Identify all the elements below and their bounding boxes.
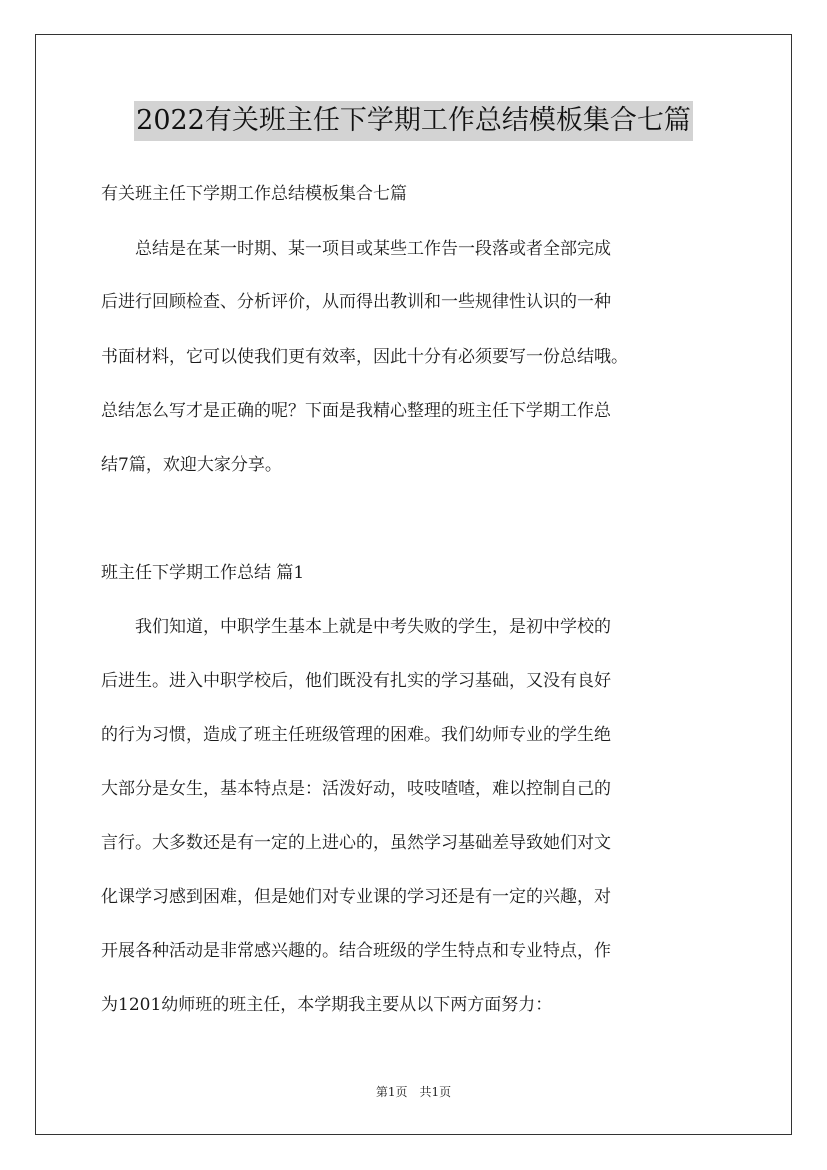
intro-line: 结7篇，欢迎大家分享。 (101, 455, 282, 475)
section-line: 化课学习感到困难，但是她们对专业课的学习还是有一定的兴趣，对 (101, 887, 611, 907)
section-line: 大部分是女生，基本特点是：活泼好动，吱吱喳喳，难以控制自己的 (101, 779, 611, 799)
section-line: 言行。大多数还是有一定的上进心的，虽然学习基础差导致她们对文 (101, 833, 611, 853)
intro-line: 后进行回顾检查、分析评价，从而得出教训和一些规律性认识的一种 (101, 292, 611, 312)
document-title: 2022有关班主任下学期工作总结模板集合七篇 (134, 101, 693, 141)
document-subtitle: 有关班主任下学期工作总结模板集合七篇 (101, 184, 407, 204)
section-line: 为1201幼师班的班主任，本学期我主要从以下两方面努力： (101, 995, 553, 1015)
intro-line: 总结怎么写才是正确的呢？下面是我精心整理的班主任下学期工作总 (101, 401, 611, 421)
section-line: 后进生。进入中职学校后，他们既没有扎实的学习基础，又没有良好 (101, 671, 611, 691)
page-footer: 第1页 共1页 (375, 1085, 452, 1099)
section-heading: 班主任下学期工作总结 篇1 (101, 563, 305, 583)
document-title-wrap (0, 101, 827, 141)
section-line: 我们知道，中职学生基本上就是中考失败的学生，是初中学校的 (101, 617, 611, 637)
section-line: 的行为习惯，造成了班主任班级管理的困难。我们幼师专业的学生绝 (101, 725, 611, 745)
intro-line: 总结是在某一时期、某一项目或某些工作告一段落或者全部完成 (101, 239, 611, 259)
section-line: 开展各种活动是非常感兴趣的。结合班级的学生特点和专业特点，作 (101, 941, 611, 961)
intro-line: 书面材料，它可以使我们更有效率，因此十分有必须要写一份总结哦。 (101, 347, 628, 367)
